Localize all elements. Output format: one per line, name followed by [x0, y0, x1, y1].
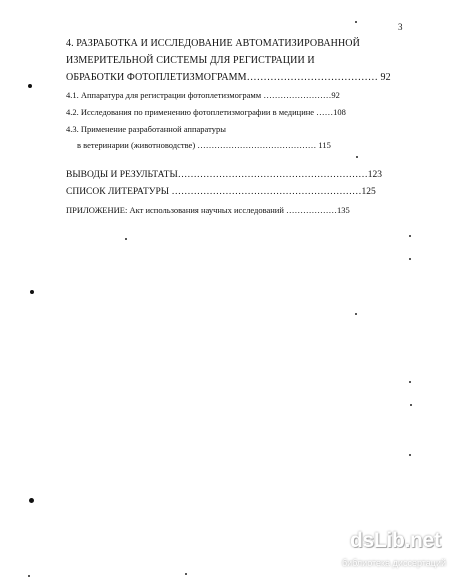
toc-section4-line3: ОБРАБОТКИ ФОТОПЛЕТИЗМОГРАММ………………………………… 92: [66, 72, 391, 83]
watermark-brand: dsLib.net: [350, 529, 441, 552]
toc-section4-line1: 4. РАЗРАБОТКА И ИССЛЕДОВАНИЕ АВТОМАТИЗИРОВАННОЙ: [66, 38, 360, 49]
scan-speck: [355, 21, 357, 23]
scan-speck: [28, 575, 30, 577]
toc-conclusions: ВЫВОДЫ И РЕЗУЛЬТАТЫ……………………………………………………123: [66, 170, 382, 180]
toc-subsection-4-2: 4.2. Исследования по применению фотоплетизмографии в медицине ……108: [66, 107, 346, 117]
scan-speck: [28, 84, 32, 88]
scan-speck: [356, 156, 358, 158]
scan-speck: [30, 290, 34, 294]
scan-speck: [29, 498, 34, 503]
scan-speck: [185, 573, 187, 575]
watermark-subtitle: библиотека диссертаций: [341, 558, 446, 568]
scan-speck: [409, 381, 411, 383]
scan-speck: [409, 258, 411, 260]
scan-speck: [409, 235, 411, 237]
scan-speck: [355, 313, 357, 315]
toc-references: СПИСОК ЛИТЕРАТУРЫ ……………………………………………………125: [66, 187, 376, 197]
scan-speck: [125, 238, 127, 240]
toc-subsection-4-1: 4.1. Аппаратура для регистрации фотоплетизмограмм ……………………92: [66, 90, 340, 100]
toc-appendix: ПРИЛОЖЕНИЕ: Акт использования научных исследований ………………135: [66, 205, 350, 215]
dslib-watermark: [341, 529, 446, 575]
scan-speck: [410, 404, 412, 406]
toc-subsection-4-3-line2: в ветеринарии (животноводстве) …………………………………… 115: [77, 140, 331, 150]
scan-speck: [409, 454, 411, 456]
toc-subsection-4-3-line1: 4.3. Применение разработанной аппаратуры: [66, 124, 226, 134]
toc-section4-line2: ИЗМЕРИТЕЛЬНОЙ СИСТЕМЫ ДЛЯ РЕГИСТРАЦИИ И: [66, 55, 315, 66]
page-number: 3: [398, 22, 403, 32]
